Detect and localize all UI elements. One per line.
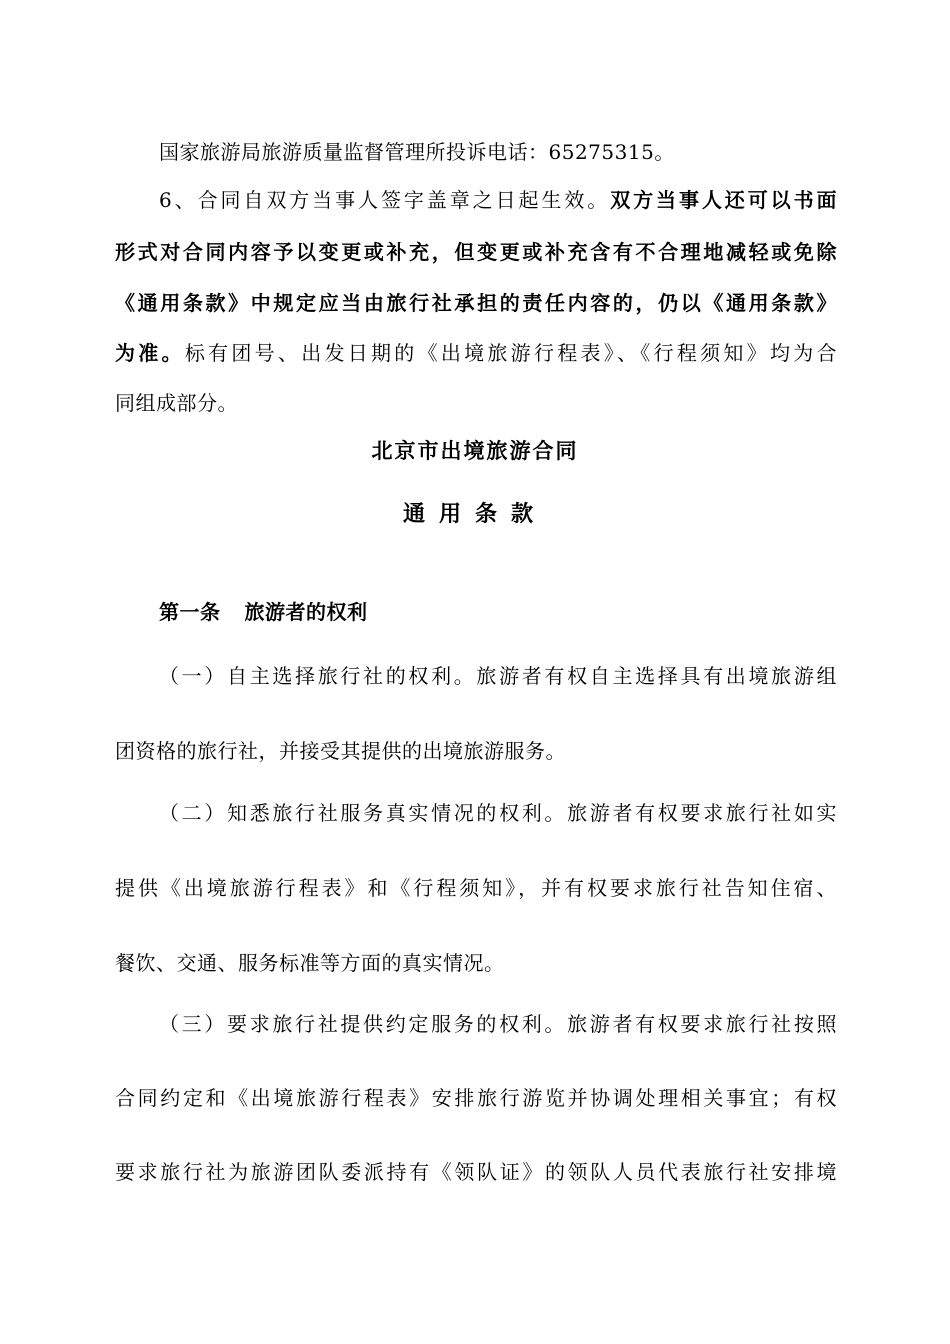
clause-6-bold-text: 为准。 [115, 341, 185, 365]
item-2-line-1: （二）知悉旅行社服务真实情况的权利。旅游者有权要求旅行社如实 [159, 801, 837, 825]
item-2-line-3: 餐饮、交通、服务标准等方面的真实情况。 [115, 951, 505, 975]
item-1-line-2: 团资格的旅行社，并接受其提供的出境旅游服务。 [115, 739, 566, 763]
clause-6-line-2: 形式对合同内容予以变更或补充，但变更或补充含有不合理地减轻或免除 [115, 240, 837, 264]
contract-title: 北京市出境旅游合同 [371, 438, 579, 463]
clause-6-line-4 [115, 339, 837, 367]
item-3-line-3: 要求旅行社为旅游团队委派持有《领队证》的领队人员代表旅行社安排境 [115, 1160, 837, 1184]
article-1-heading [159, 598, 837, 626]
clause-6-line-5: 同组成部分。 [115, 391, 238, 415]
clause-6-line-1 [159, 186, 837, 214]
complaint-phone-line: 国家旅游局旅游质量监督管理所投诉电话：65275315。 [159, 140, 675, 164]
article-number: 第一条 [159, 600, 221, 624]
item-1-line-1: （一）自主选择旅行社的权利。旅游者有权自主选择具有出境旅游组 [159, 664, 837, 688]
clause-6-bold-text: 双方当事人还可以书面 [610, 188, 837, 212]
clause-6-line-3: 《通用条款》中规定应当由旅行社承担的责任内容的，仍以《通用条款》 [115, 291, 837, 315]
general-terms-title: 通用条款 [402, 501, 547, 527]
clause-6-normal-text: 标有团号、出发日期的《出境旅游行程表》、《行程须知》均为合 [184, 341, 838, 365]
item-3-line-1: （三）要求旅行社提供约定服务的权利。旅游者有权要求旅行社按照 [159, 1012, 837, 1036]
item-2-line-2: 提供《出境旅游行程表》和《行程须知》，并有权要求旅行社告知住宿、 [115, 876, 837, 900]
clause-6-normal-text: 6、合同自双方当事人签字盖章之日起生效。 [159, 188, 611, 212]
article-title: 旅游者的权利 [244, 600, 368, 624]
item-3-line-2: 合同约定和《出境旅游行程表》安排旅行游览并协调处理相关事宜；有权 [115, 1086, 837, 1110]
